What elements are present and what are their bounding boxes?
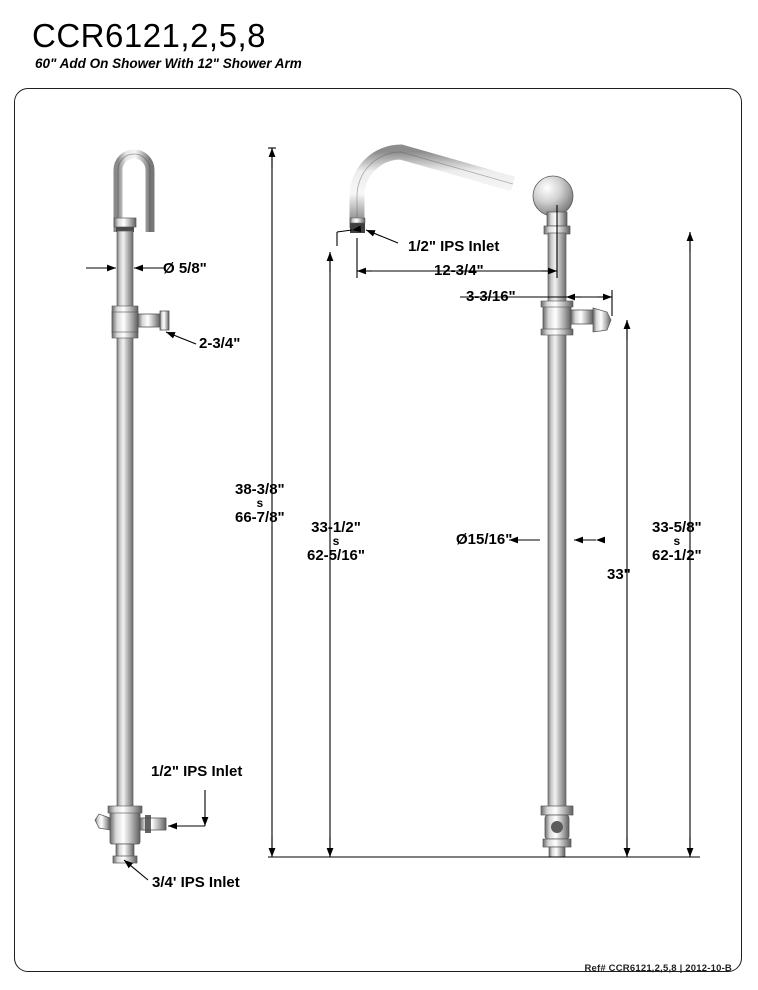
dim-33: 33" <box>607 566 631 583</box>
dim-12-3-4: 12-3/4" <box>434 262 484 279</box>
dim-mid-range-tilde: s <box>332 534 340 548</box>
dim-left-range-bottom: 66-7/8" <box>235 509 285 526</box>
dim-mid-range <box>307 519 365 564</box>
label-half-ips-inlet-top: 1/2" IPS Inlet <box>408 238 500 255</box>
dim-left-range-top: 38-3/8" <box>235 481 285 498</box>
page-title: CCR6121,2,5,8 <box>32 17 266 54</box>
dim-diameter-5-8: Ø 5/8" <box>163 260 207 277</box>
label-threequarter-ips-inlet: 3/4' IPS Inlet <box>152 874 240 891</box>
dim-diameter-15-16: Ø15/16" <box>456 531 513 548</box>
title-block <box>32 18 632 72</box>
reference-number: Ref# CCR6121,2,5,8 | 2012-10-B <box>584 963 732 974</box>
dim-right-range-tilde: s <box>673 534 681 548</box>
dim-right-range-bottom: 62-1/2" <box>652 547 702 564</box>
label-half-ips-inlet-bottom: 1/2" IPS Inlet <box>151 763 243 780</box>
dim-left-range <box>235 481 285 526</box>
dim-left-range-tilde: s <box>256 496 264 510</box>
dim-2-3-4: 2-3/4" <box>199 335 241 352</box>
page-subtitle: 60" Add On Shower With 12" Shower Arm <box>35 56 302 71</box>
dim-3-3-16: 3-3/16" <box>466 288 516 305</box>
drawing-frame <box>14 88 742 972</box>
dim-right-range <box>652 519 702 564</box>
dim-right-range-top: 33-5/8" <box>652 519 702 536</box>
dim-mid-range-top: 33-1/2" <box>311 519 361 536</box>
dim-mid-range-bottom: 62-5/16" <box>307 547 365 564</box>
